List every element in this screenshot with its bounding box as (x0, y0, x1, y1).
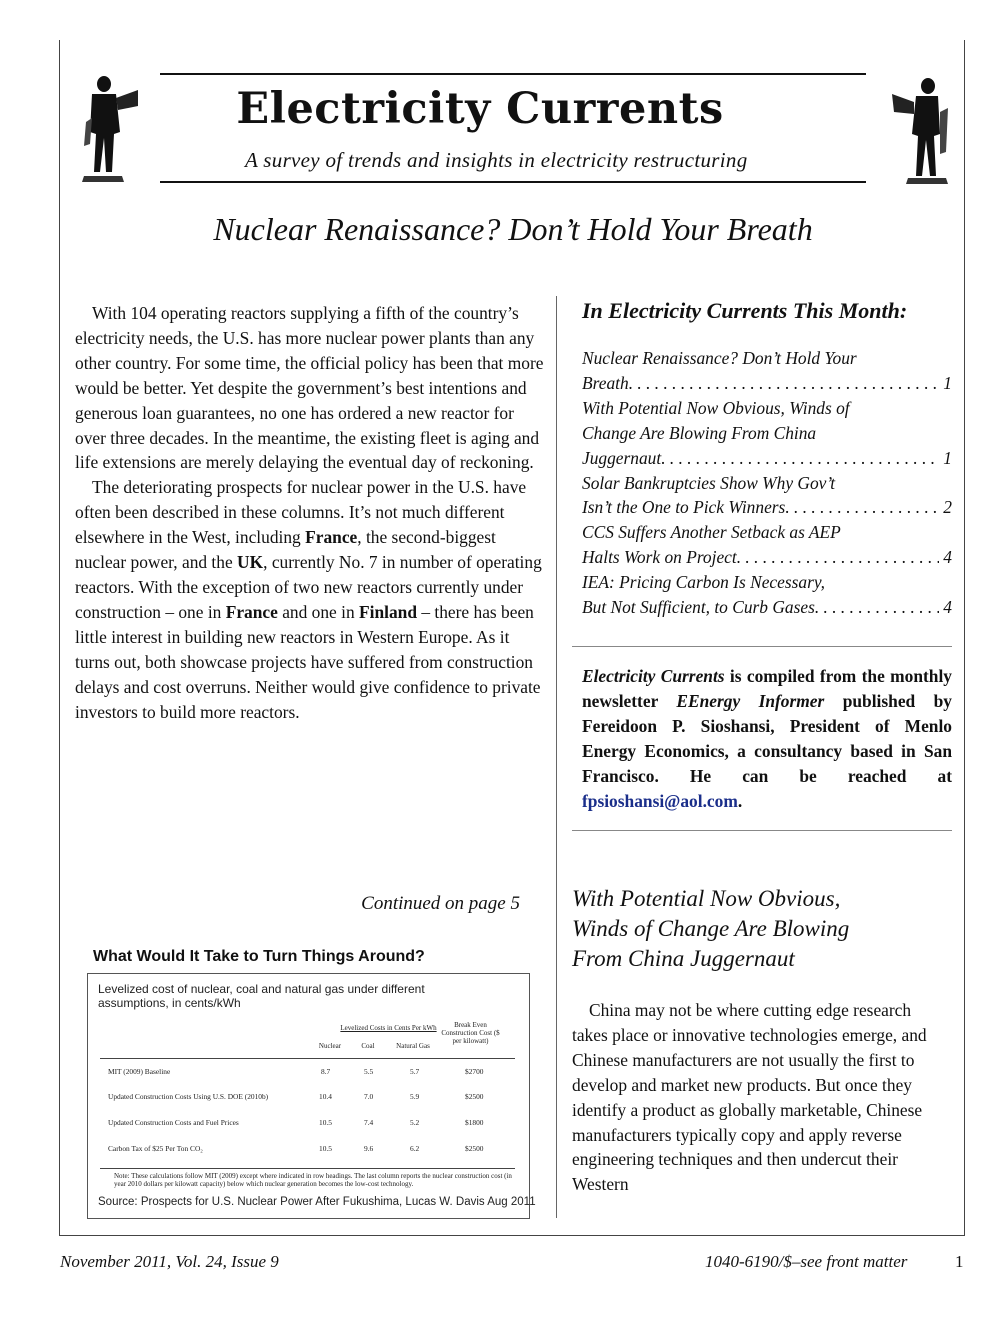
row-label: Updated Construction Costs Using U.S. DOE (2010b) (108, 1092, 269, 1101)
cell-nuclear: 10.5 (319, 1144, 332, 1153)
text-span: and one in (277, 601, 359, 622)
toc-entry-line (582, 371, 952, 396)
sidebar-rule (572, 646, 952, 647)
article2-body (572, 998, 947, 1197)
toc-entry-line (582, 595, 952, 620)
figure-heading: What Would It Take to Turn Things Around? (93, 948, 425, 965)
toc-leader-dots (785, 495, 939, 520)
column-divider (556, 296, 557, 1218)
about-box (582, 664, 952, 813)
figure-caption: Levelized cost of nuclear, coal and natural gas under different assumptions, in cents/kWh (98, 982, 425, 1010)
table-col-header: Coal (361, 1042, 375, 1050)
cell-break-even: $2700 (465, 1067, 484, 1076)
masthead-subtitle: A survey of trends and insights in electricity restructuring (245, 148, 748, 172)
toc-leader-dots (661, 446, 939, 471)
table-col-header: Natural Gas (396, 1042, 430, 1050)
toc-entry-line (582, 495, 952, 520)
text-span: published by Fereidoon P. Sioshansi, President of Menlo Energy Economics, a consultancy based in San Francisco. He can be reached at (582, 690, 953, 786)
toc-entry[interactable] (582, 346, 952, 396)
toc-entry-line: Solar Bankruptcies Show Why Gov’t (582, 472, 836, 493)
masthead-title: Electricity Currents (236, 84, 724, 134)
toc-entry-line: Nuclear Renaissance? Don’t Hold Your (582, 348, 857, 368)
bold-country: UK (237, 552, 264, 573)
toc-heading: In Electricity Currents This Month: (582, 298, 908, 323)
cell-gas: 6.2 (410, 1144, 420, 1153)
cell-break-even: $2500 (465, 1092, 484, 1101)
table-rule (100, 1058, 515, 1059)
cell-break-even: $2500 (465, 1144, 484, 1153)
bold-country: France (225, 601, 278, 622)
masthead-rule-top (160, 73, 866, 75)
figure-source: Source: Prospects for U.S. Nuclear Power After Fukushima, Lucas W. Davis Aug 2011 (98, 1196, 536, 1208)
cell-break-even: $1800 (465, 1118, 484, 1127)
article2-title-line: From China Juggernaut (572, 946, 795, 971)
toc-entry-line: With Potential Now Obvious, Winds of (582, 397, 850, 418)
text-span: , the second-biggest nuclear power, and the (75, 527, 496, 573)
footer-issue: November 2011, Vol. 24, Issue 9 (60, 1252, 279, 1271)
toc-page-number: 1 (943, 372, 952, 393)
toc-leader-dots (815, 595, 939, 620)
toc-entry-title: Isn’t the One to Pick Winners (582, 497, 786, 518)
footer-page-number: 1 (955, 1252, 964, 1271)
article2-paragraph: China may not be where cutting edge research takes place or innovative technologies emerge, and Chinese manufacturers are not usually the first to develop and market new products. But once they identify a product as globally marketable, Chinese manufacturers typically copy and apply reverse engineering techniques and then undercut their Western (572, 1000, 927, 1195)
cell-gas: 5.2 (410, 1118, 420, 1127)
text-span: – there has been little interest in building new reactors in Western Europe. As it turns out, both showcase projects have suffered from construction delays and cost overruns. Neither would give confidence to private investors to build more reactors. (75, 601, 541, 722)
cell-nuclear: 10.4 (319, 1092, 332, 1101)
sidebar-rule (572, 830, 952, 831)
toc-entry[interactable] (582, 570, 952, 620)
table-break-even-header: Break Even Construction Cost ($ per kilowatt) (441, 1021, 500, 1045)
cell-nuclear: 10.5 (319, 1118, 332, 1127)
masthead-rule-bottom (160, 181, 866, 183)
toc-page-number: 4 (943, 597, 952, 618)
toc-entry[interactable] (582, 520, 952, 570)
article2-title (572, 884, 952, 974)
publication-name: Electricity Currents (582, 666, 725, 686)
toc-entry-line (582, 545, 952, 570)
toc-page-number: 1 (943, 447, 952, 468)
row-label: Carbon Tax of $25 Per Ton CO₂ (108, 1144, 203, 1153)
cell-gas: 5.7 (410, 1067, 420, 1076)
bold-country: Finland (359, 601, 417, 622)
cell-coal: 7.0 (364, 1092, 374, 1101)
toc-entry-line: CCS Suffers Another Setback as AEP (582, 522, 841, 543)
table-col-header: Nuclear (318, 1042, 342, 1050)
toc-entry[interactable] (582, 471, 952, 521)
table-of-contents (582, 346, 952, 620)
publication-name: EEnergy Informer (676, 690, 825, 711)
toc-page-number: 2 (943, 497, 952, 518)
article2-title-line: With Potential Now Obvious, (572, 886, 841, 911)
masthead-illustration-right (890, 72, 950, 186)
cell-coal: 9.6 (364, 1144, 374, 1153)
row-label: MIT (2009) Baseline (108, 1067, 171, 1076)
toc-leader-dots (629, 371, 940, 396)
table-note: Note: These calculations follow MIT (2009) except where indicated in row headings. The last column reports the nuclear construction cost (in year 2010 dollars per kilowatt capacity) below which nuclear generation becomes the low-cost technology. (114, 1172, 512, 1188)
toc-entry-line: Change Are Blowing From China (582, 422, 817, 443)
toc-entry[interactable] (582, 396, 952, 471)
continued-link[interactable]: Continued on page 5 (361, 893, 520, 914)
text-span: . (737, 790, 743, 811)
table-group-header: Levelized Costs in Cents Per kWh (340, 1024, 437, 1032)
masthead-illustration-left (78, 72, 140, 186)
bold-country: France (305, 527, 358, 548)
toc-entry-title: Juggernaut (582, 447, 662, 468)
article2-title-line: Winds of Change Are Blowing (572, 916, 850, 941)
text-span: , currently No. 7 in number of operating reactors. With the exception of two new reactors currently under construction – one in (75, 552, 542, 622)
text-span: is compiled from the monthly newsletter (582, 666, 952, 711)
lead-article-paragraph-1: With 104 operating reactors supplying a fifth of the country’s electricity needs, the U.S. has more nuclear power plants than any other country. For some time, the official policy has been that more would be better. Yet despite the government’s best intentions and generous loan guarantees, no one has ordered a new reactor for over three decades. In the meantime, the existing fleet is aging and life extensions are merely delaying the eventual day of reckoning. (75, 303, 544, 473)
cell-coal: 5.5 (364, 1067, 374, 1076)
toc-entry-line: IEA: Pricing Carbon Is Necessary, (582, 572, 825, 593)
email-link[interactable]: fpsioshansi@aol.com (582, 790, 738, 811)
lead-article-paragraph-2 (75, 475, 545, 724)
row-label: Updated Construction Costs and Fuel Prices (108, 1118, 239, 1127)
toc-entry-title: Halts Work on Project (582, 547, 737, 568)
toc-entry-line (582, 446, 952, 471)
toc-leader-dots (737, 545, 940, 570)
headline: Nuclear Renaissance? Don’t Hold Your Breath (213, 211, 813, 247)
cell-coal: 7.4 (364, 1118, 374, 1127)
table-rule (100, 1168, 515, 1169)
cell-gas: 5.9 (410, 1092, 420, 1101)
footer-issn: 1040-6190/$–see front matter (705, 1252, 908, 1271)
text-span: The deteriorating prospects for nuclear power in the U.S. have often been described in these columns. It’s not much different elsewhere in the West, including (75, 477, 527, 548)
toc-page-number: 4 (943, 547, 952, 568)
cell-nuclear: 8.7 (321, 1067, 331, 1076)
toc-entry-title: But Not Sufficient, to Curb Gases (582, 597, 815, 618)
figure-box (87, 973, 536, 1219)
lead-article (75, 301, 545, 724)
toc-entry-title: Breath (582, 372, 629, 393)
